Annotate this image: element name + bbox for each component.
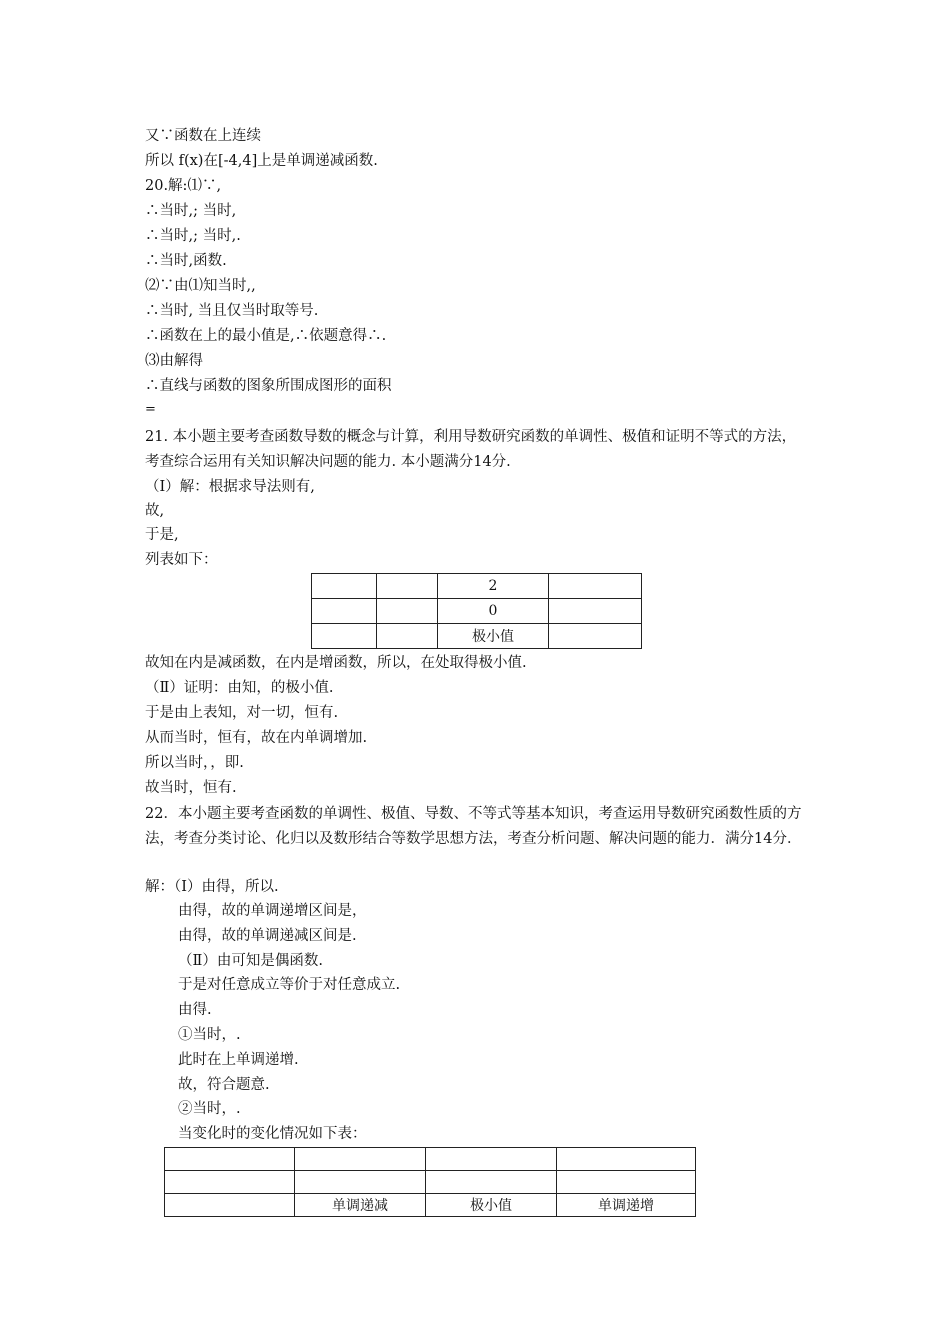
table-row <box>165 1148 696 1171</box>
proof-line: ⑶由解得 <box>145 353 203 369</box>
proof-line: ⑵∵由⑴知当时,, <box>145 278 256 294</box>
proof-line: 当变化时的变化情况如下表： <box>178 1126 367 1142</box>
table-row <box>312 599 642 624</box>
proof-line: 故, <box>145 503 165 519</box>
table-cell: 单调递增 <box>557 1194 696 1217</box>
proof-line: 由得，故的单调递减区间是. <box>178 928 357 944</box>
proof-line: 故知在内是减函数，在内是增函数，所以，在处取得极小值. <box>145 655 527 671</box>
problem-22-intro: 22．本小题主要考查函数的单调性、极值、导数、不等式等基本知识，考查运用导数研究函数性质的方法，考查分类讨论、化归以及数形结合等数学思想方法，考查分析问题、解决问题的能力．满分14分． <box>145 806 802 847</box>
proof-line: ②当时，. <box>178 1101 241 1117</box>
table-cell <box>312 574 377 599</box>
proof-line: ∴当时,; 当时,. <box>145 228 241 244</box>
table-cell <box>426 1148 557 1171</box>
table-cell: 0 <box>438 599 549 624</box>
proof-line: 由得. <box>178 1002 212 1018</box>
variation-table-2 <box>164 1147 696 1217</box>
table-cell <box>312 599 377 624</box>
table-cell: 极小值 <box>426 1194 557 1217</box>
proof-line: 所以当时，，即. <box>145 755 244 771</box>
table-cell <box>549 574 642 599</box>
table-cell <box>295 1171 426 1194</box>
variation-table-1 <box>311 573 642 649</box>
equals-line: = <box>145 402 156 417</box>
proof-line: 于是由上表知，对一切，恒有. <box>145 705 339 721</box>
table-cell: 单调递减 <box>295 1194 426 1217</box>
table-cell <box>426 1171 557 1194</box>
table-cell <box>295 1148 426 1171</box>
table-row <box>312 574 642 599</box>
table-row <box>165 1194 696 1217</box>
proof-line: （Ⅱ）证明：由知，的极小值. <box>145 680 334 696</box>
table-row <box>312 624 642 649</box>
table-cell <box>557 1171 696 1194</box>
table-cell: 2 <box>438 574 549 599</box>
table-cell <box>377 599 438 624</box>
proof-line: 从而当时，恒有，故在内单调增加. <box>145 730 368 746</box>
table-cell <box>557 1148 696 1171</box>
table-cell <box>549 599 642 624</box>
proof-line: （Ⅱ）由可知是偶函数. <box>178 953 323 969</box>
proof-line: 由得，故的单调递增区间是， <box>178 903 367 919</box>
proof-line: （Ⅰ）解：根据求导法则有, <box>145 479 315 495</box>
proof-line: ∴当时,函数. <box>145 253 227 269</box>
proof-line: 于是对任意成立等价于对任意成立. <box>178 977 401 993</box>
proof-line: 所以 f(x)在[-4,4]上是单调递减函数. <box>145 153 378 169</box>
proof-line: ∴函数在上的最小值是,∴依题意得∴. <box>145 328 387 344</box>
table-cell <box>165 1171 295 1194</box>
proof-line: 此时在上单调递增. <box>178 1052 299 1068</box>
proof-line: ∴当时, 当且仅当时取等号. <box>145 303 319 319</box>
proof-line: ∴直线与函数的图象所围成图形的面积 <box>145 378 392 394</box>
table-cell <box>165 1194 295 1217</box>
table-cell <box>165 1148 295 1171</box>
proof-line: 解：（Ⅰ）由得，所以. <box>145 879 279 895</box>
table-cell <box>312 624 377 649</box>
problem-21-intro: 21. 本小题主要考查函数导数的概念与计算，利用导数研究函数的单调性、极值和证明不等式的方法，考查综合运用有关知识解决问题的能力. 本小题满分14分. <box>145 429 797 470</box>
table-cell: 极小值 <box>438 624 549 649</box>
proof-line: 故，符合题意. <box>178 1077 270 1093</box>
table-cell <box>549 624 642 649</box>
proof-line: ①当时，. <box>178 1027 241 1043</box>
proof-line: 于是, <box>145 527 179 543</box>
table-cell <box>377 624 438 649</box>
proof-line: ∴当时,; 当时, <box>145 203 237 219</box>
proof-line: 又∵函数在上连续 <box>145 128 261 144</box>
table-cell <box>377 574 438 599</box>
solution-20-heading: 20.解:⑴∵, <box>145 178 222 194</box>
table-row <box>165 1171 696 1194</box>
proof-line: 故当时，恒有. <box>145 780 237 796</box>
proof-line: 列表如下： <box>145 552 218 568</box>
